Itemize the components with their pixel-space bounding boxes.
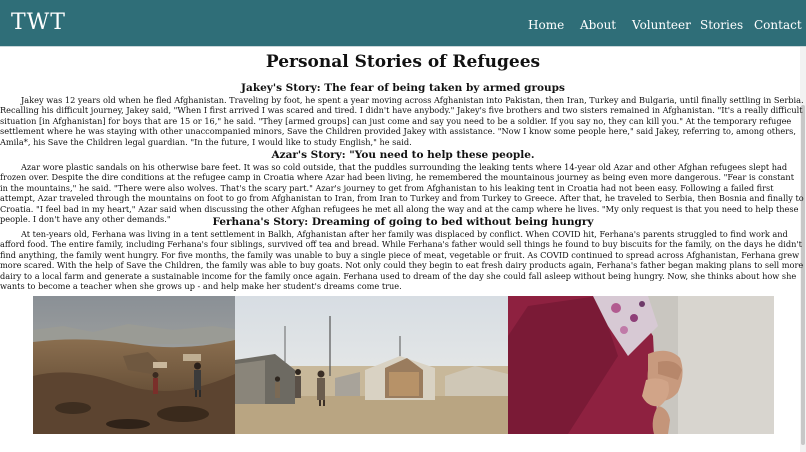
tent-settlement-photo xyxy=(235,296,508,434)
azar-story-heading: Azar's Story: "You need to help these people. xyxy=(271,149,535,161)
child-hands-photo xyxy=(508,296,774,434)
nav-home-link[interactable]: Home xyxy=(528,18,565,32)
nav-stories-link[interactable]: Stories xyxy=(700,18,744,32)
page-title: Personal Stories of Refugees xyxy=(265,52,541,72)
jakey-story-heading: Jakey's Story: The fear of being taken by armed groups xyxy=(241,82,565,94)
top-navbar xyxy=(0,0,806,47)
ferhana-story-heading: Ferhana's Story: Dreaming of going to bed without being hungry xyxy=(212,216,594,228)
nav-about-link[interactable]: About xyxy=(580,18,617,32)
nav-volunteer-link[interactable]: Volunteer xyxy=(632,18,691,32)
rocky-hillside-camp-photo xyxy=(33,296,235,434)
ferhana-story-text: At ten-years old, Ferhana was living in a tent settlement in Balkh, Afghanistan after her family was displaced by conflict. When COVID hit, Ferhana's parents struggled to find work and afford food. The entire family, including Ferhana's four siblings, survived off tea and bread. While Ferhana's father would sell things he found to buy biscuits for the family, on the days he didn't find anything, the family went hungry. For five months, the family was unable to buy a single piece of meat, vegetable or fruit. As COVID continued to spread across Afghanistan, Ferhana grew more scared. With the help of Save the Children, the family was able to buy goats. Not only could they begin to eat fresh dairy products again, Ferhana's father began making plans to sell more dairy to a local farm and generate a sustainable income for the family once again. Ferhana used to dream of the day she could fall asleep without being hungry. Now, she thinks about how she wants to become a teacher when she grows up - and help make her student's dreams come true. xyxy=(0,229,804,292)
nav-contact-link[interactable]: Contact xyxy=(754,18,802,32)
site-logo[interactable]: TWT xyxy=(11,10,66,35)
jakey-story-text: Jakey was 12 years old when he fled Afghanistan. Traveling by foot, he spent a year moving across Afghanistan into Pakistan, then Iran, Turkey and Bulgaria, until finally settling in Serbia. Recalling his difficult journey, Jakey said, "When I first arrived I was scared and tired. I didn't have anybody." Jakey's five brothers and two sisters remained in Afghanistan. "It's a really difficult situation [in Afghanistan] for boys that are 15 or 16," he said. "They [armed groups] can just come and say you need to be a soldier. If you say no, they can kill you." At the temporary refugee settlement where he was staying with other unaccompanied minors, Save the Children provided Jakey with assistance. "Now I know some people here," said Jakey, referring to, among others, Amila*, his Save the Children legal guardian. "In the future, I would like to study English," he said. xyxy=(0,95,804,147)
azar-story-text: Azar wore plastic sandals on his otherwise bare feet. It was so cold outside, that the puddles surrounding the leaking tents where 14-year old Azar and other Afghan refugees slept had frozen over. Despite the dire conditions at the refugee camp in Croatia where Azar had been living, he remembered the mountainous journey as being even more dangerous. "Fear is constant in the mountains," he said. "There were also wolves. That's the scary part." Azar's journey to get from Afghanistan to his leaking tent in Croatia had not been easy. Following a failed first attempt, Azar traveled through the mountains on foot to go from Afghanistan to Iran, from Iran to Turkey and from Turkey to Greece. After that, he traveled to Serbia, then Bosnia and finally to Croatia. "I feel bad in my heart," Azar said when discussing the other Afghan refugees he met all along the way and at the camp where he lives. "My only request is that you need to help these people. I don't have any other demands." xyxy=(0,162,804,225)
